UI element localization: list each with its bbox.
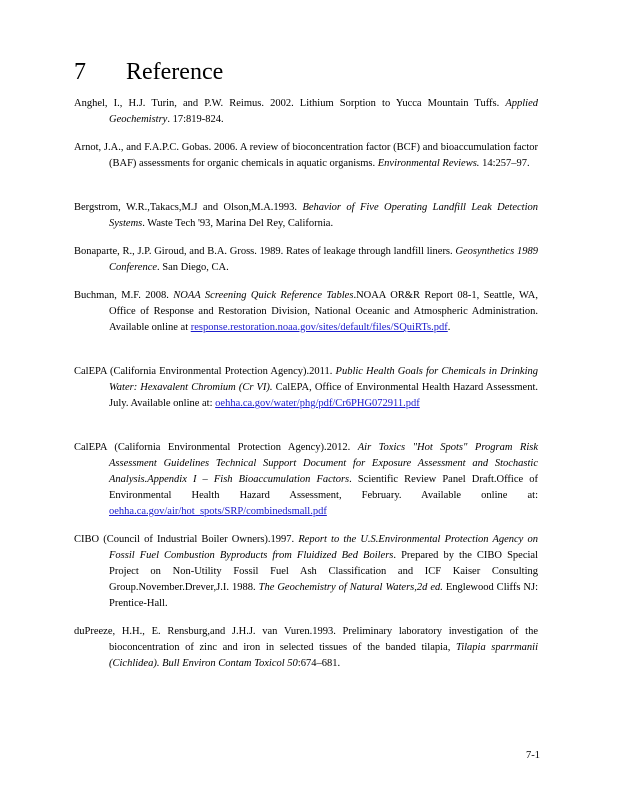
reference-entry: Bergstrom, W.R.,Takacs,M.J and Olson,M.A.1993. Behavior of Five Operating Landfill Leak Detection Systems. Waste Tech '93, Marina Del Rey, California. [74,202,538,229]
reference-link[interactable]: oehha.ca.gov/air/hot_spots/SRP/combinedsmall.pdf [109,506,327,517]
reference-link[interactable]: response.restoration.noaa.gov/sites/default/files/SQuiRTs.pdf [190,322,448,333]
reference-link[interactable]: oehha.ca.gov/water/phg/pdf/Cr6PHG072911.pdf [215,398,420,409]
section-heading [74,58,223,86]
reference-entry: CalEPA (California Environmental Protection Agency).2012. Air Toxics "Hot Spots" Program Risk Assessment Guidelines Technical Support Document for Exposure Assessment and Stochastic Analysis.Appendix I – Fish Bioaccumulation Factors. Scientific Review Panel Draft.Office of Environmental Health Hazard Assessment, February. Available online at: oehha.ca.gov/air/hot_spots/SRP/combinedsmall.pdf [74,442,538,517]
reference-entry: Buchman, M.F. 2008. NOAA Screening Quick Reference Tables.NOAA OR&R Report 08-1, Seattle, WA, Office of Response and Restoration Division, National Oceanic and Atmospheric Administration. Available online at response.restoration.noaa.gov/sites/default/files/SQuiRTs.pdf. [74,290,539,333]
reference-entry: duPreeze, H.H., E. Rensburg,and J.H.J. van Vuren.1993. Preliminary laboratory investigation of the bioconcentration of zinc and iron in selected tissues of the banded tilapia, Tilapia sparrmanii (Cichlidea). Bull Environ Contam Toxicol 50:674–681. [74,626,538,669]
reference-entry: Bonaparte, R., J.P. Giroud, and B.A. Gross. 1989. Rates of leakage through landfill liners. Geosynthetics 1989 Conference. San Diego, CA. [74,246,538,273]
reference-entry: CIBO (Council of Industrial Boiler Owners).1997. Report to the U.S.Environmental Protection Agency on Fossil Fuel Combustion Byproducts from Fluidized Bed Boilers. Prepared by the CIBO Special Project on Non-Utility Fossil Fuel Ash Classification and ICF Kaiser Consulting Group.November.Drever,J.I. 1988. The Geochemistry of Natural Waters,2d ed. Englewood Cliffs NJ: Prentice-Hall. [74,534,538,609]
section-number: 7 [74,59,86,85]
section-title: Reference [126,59,224,85]
reference-entry: Anghel, I., H.J. Turin, and P.W. Reimus. 2002. Lithium Sorption to Yucca Mountain Tuffs. Applied Geochemistry. 17:819-824. [74,98,538,125]
reference-entry: CalEPA (California Environmental Protection Agency).2011. Public Health Goals for Chemicals in Drinking Water: Hexavalent Chromium (Cr VI). CalEPA, Office of Environmental Health Hazard Assessment. July. Available online at: oehha.ca.gov/water/phg/pdf/Cr6PHG072911.pdf [74,366,538,409]
reference-entry: Arnot, J.A., and F.A.P.C. Gobas. 2006. A review of bioconcentration factor (BCF) and bioaccumulation factor (BAF) assessments for organic chemicals in aquatic organisms. Environmental Reviews. 14:257–97. [74,142,538,169]
page-number: 7-1 [526,750,540,761]
